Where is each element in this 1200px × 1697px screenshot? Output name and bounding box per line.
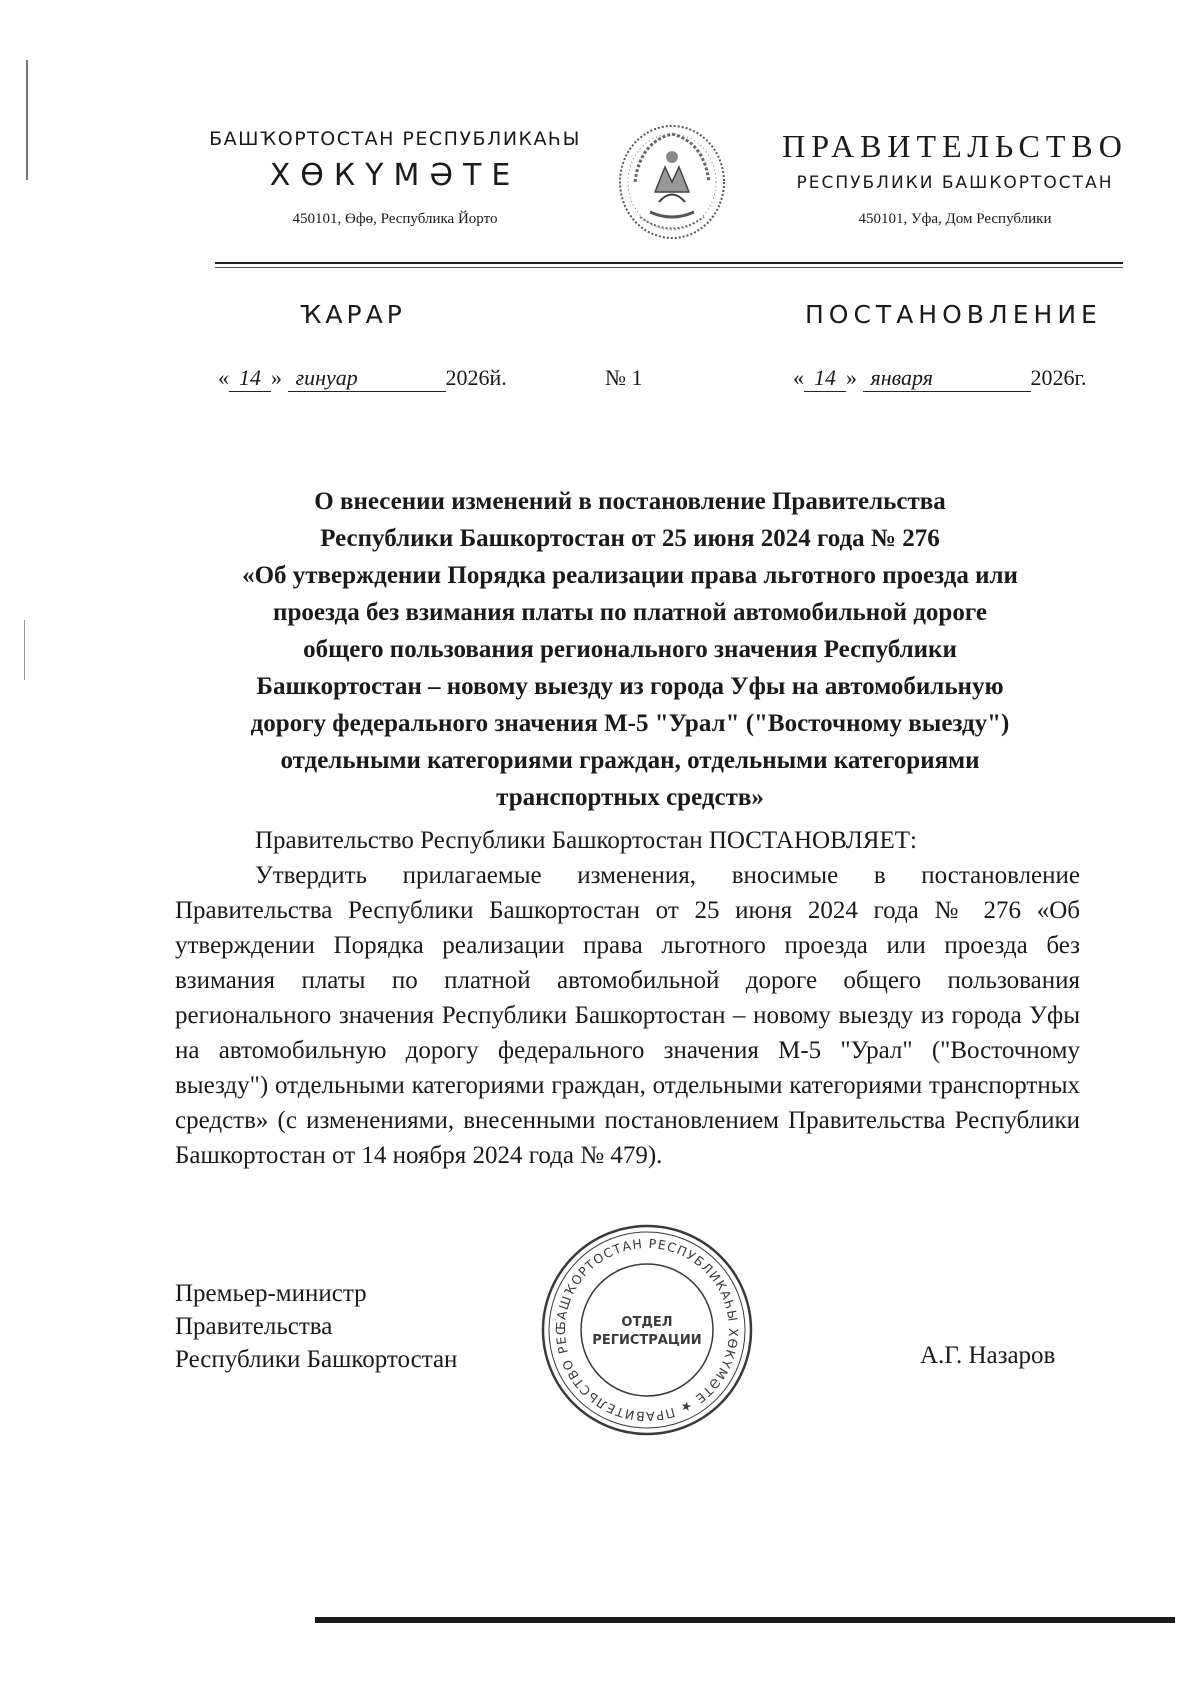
date-left xyxy=(218,365,507,392)
header-right xyxy=(775,128,1135,228)
signature-name: А.Г. Назаров xyxy=(920,1342,1056,1369)
header-left-address: 450101, Өфө, Республика Йорто xyxy=(292,211,498,227)
signature-position xyxy=(175,1277,457,1376)
date-left-year-suffix: 26й. xyxy=(467,365,507,390)
doctype-right: ПОСТАНОВЛЕНИЕ xyxy=(805,300,1102,329)
title-line: транспортных средств» xyxy=(496,784,764,811)
date-right-year-prefix: 20 xyxy=(1030,365,1053,390)
body-paragraph-main: Утвердить прилагаемые изменения, вносимые в постановление Правительства Республики Башкортостан от 25 июня 2024 года № 276 «Об утверждении Порядка реализации права льготного проезда или проезда без взимания платы по платной автомобильной дороге общего пользования регионального значения Республики Башкортостан – новому выезду из города Уфы на автомобильную дорогу федерального значения М-5 "Урал" ("Восточному выезду") отдельными категориями граждан, отдельными категориями транспортных средств» (с изменениями, внесенными постановлением Правительства Республики Башкортостан от 14 ноября 2024 года № 479). xyxy=(175,862,1080,1169)
title-line: общего пользования регионального значения Республики xyxy=(303,636,957,663)
signature-position-line: Премьер-министр xyxy=(175,1280,367,1307)
date-right-open-quote: « xyxy=(793,365,804,390)
date-left-day: 14 xyxy=(229,365,271,392)
header-right-body: ПРАВИТЕЛЬСТВО xyxy=(782,128,1128,164)
scan-margin-line xyxy=(24,620,25,680)
date-right-month: января xyxy=(863,365,1031,392)
document-title xyxy=(170,483,1090,816)
title-line: Республики Башкортостан от 25 июня 2024 года № 276 xyxy=(320,525,940,552)
header-left xyxy=(170,128,620,228)
stamp-center-line1: ОТДЕЛ xyxy=(621,1315,673,1330)
stamp-center-line2: РЕГИСТРАЦИИ xyxy=(592,1333,702,1348)
doctype-left: ҠАРАР xyxy=(300,300,406,329)
date-left-open-quote: « xyxy=(218,365,229,390)
header-divider-thin xyxy=(215,267,1123,268)
title-line: «Об утверждении Порядка реализации права льготного проезда или xyxy=(242,562,1018,589)
header-right-republic: РЕСПУБЛИКИ БАШКОРТОСТАН xyxy=(796,173,1114,193)
stamp-outer-text: БАШҠОРТОСТАН РЕСПУБЛИКАҺЫ ХӨКҮМӘТЕ ★ ПРАВИТЕЛЬСТВО РЕС xyxy=(552,1235,742,1425)
date-left-month: ғинуар xyxy=(288,365,446,392)
body-paragraph-resolves: Правительство Республики Башкортостан ПОСТАНОВЛЯЕТ: xyxy=(255,827,917,854)
header-divider xyxy=(215,262,1123,264)
registration-stamp xyxy=(537,1220,757,1440)
title-line: Башкортостан – новому выезду из города Уфы на автомобильную xyxy=(256,673,1004,700)
signature-position-line: Республики Башкортостан xyxy=(175,1346,458,1373)
date-left-year-prefix: 20 xyxy=(445,365,468,390)
coat-of-arms-emblem xyxy=(615,122,730,242)
date-right-close-quote: » xyxy=(846,365,857,390)
title-line: проезда без взимания платы по платной автомобильной дороге xyxy=(273,599,987,626)
title-line: дорогу федерального значения М-5 "Урал" ("Восточному выезду") xyxy=(250,710,1010,737)
header-left-republic: БАШҠОРТОСТАН РЕСПУБЛИКАҺЫ xyxy=(209,128,581,150)
date-right xyxy=(793,365,1087,392)
scan-bottom-bar xyxy=(315,1617,1175,1623)
title-line: отдельными категориями граждан, отдельными категориями xyxy=(280,747,980,774)
date-right-year-suffix: 26г. xyxy=(1052,365,1087,390)
date-left-close-quote: » xyxy=(271,365,282,390)
document-number: № 1 xyxy=(605,365,643,390)
title-line: О внесении изменений в постановление Правительства xyxy=(314,488,946,515)
signature-position-line: Правительства xyxy=(175,1313,333,1340)
document-body xyxy=(175,823,1080,1173)
header-left-body: ХӨКҮМӘТЕ xyxy=(269,158,521,193)
header-right-address: 450101, Уфа, Дом Республики xyxy=(858,211,1052,227)
scan-margin-line xyxy=(26,60,28,180)
date-right-day: 14 xyxy=(804,365,846,392)
